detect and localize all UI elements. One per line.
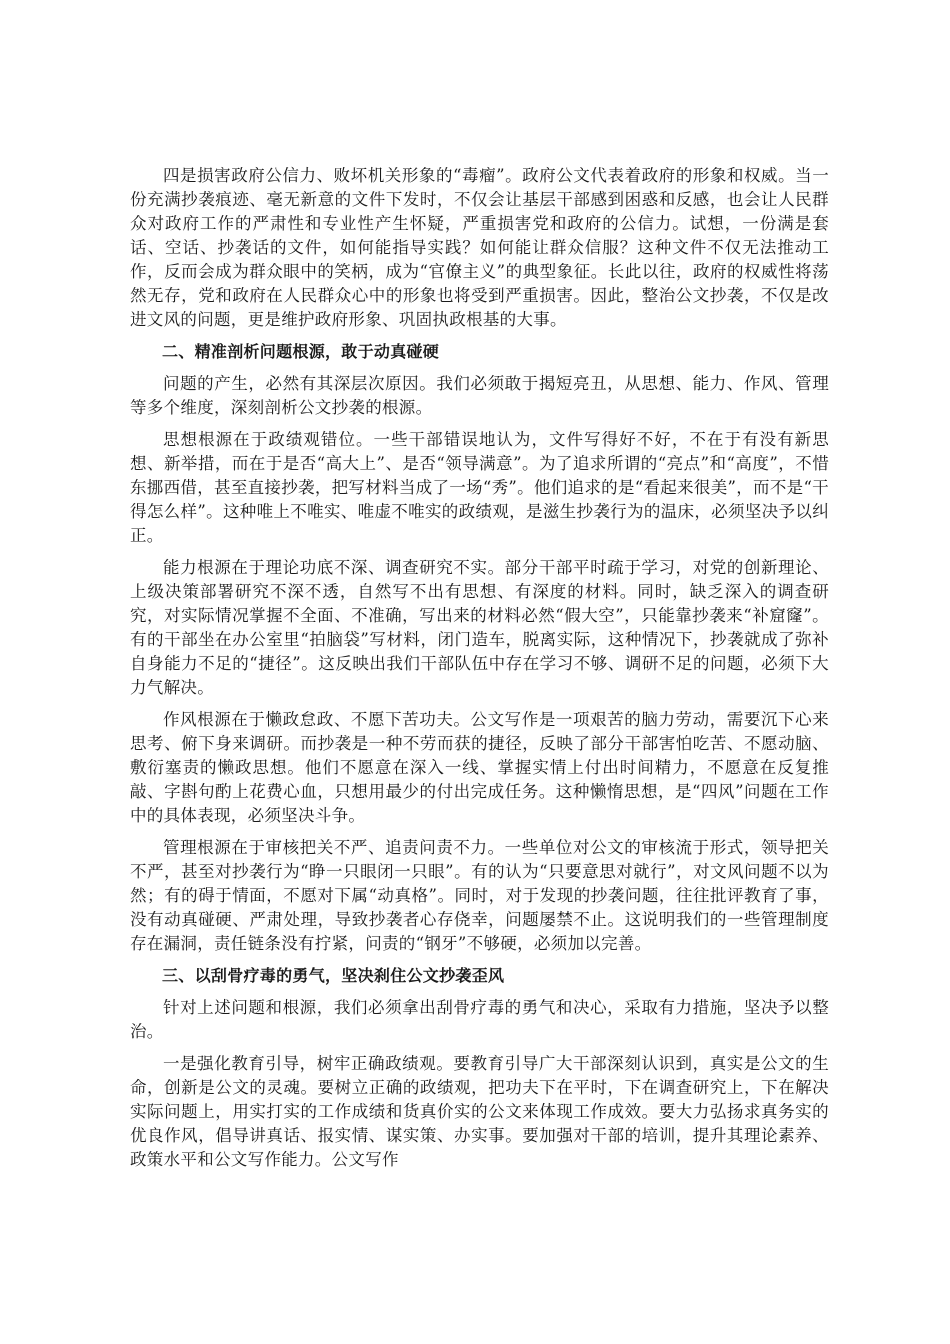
paragraph-education-guidance: 一是强化教育引导，树牢正确政绩观。要教育引导广大干部深刻认识到，真实是公文的生命，创新是公文的灵魂。要树立正确的政绩观，把功夫下在平时，下在调查研究上，下在解决实际问题上，用实打实的工作成绩和货真价实的公文来体现工作成效。要大力弘扬求真务实的优良作风，倡导讲真话、报实情、谋实策、办实事。要加强对干部的培训，提升其理论素养、政策水平和公文写作能力。公文写作 <box>130 1054 829 1169</box>
paragraph-management-root: 管理根源在于审核把关不严、追责问责不力。一些单位对公文的审核流于形式，领导把关不严，甚至对抄袭行为“睁一只眼闭一只眼”。有的认为“只要意思对就行”，对文风问题不以为然；有的碍于情面，不愿对下属“动真格”。同时，对于发现的抄袭问题，往往批评教育了事，没有动真碰硬、严肃处理，导致抄袭者心存侥幸，问题屡禁不止。这说明我们的一些管理制度存在漏洞，责任链条没有拧紧，问责的“钢牙”不够硬，必须加以完善。 <box>130 838 829 953</box>
section-heading-3: 三、以刮骨疗毒的勇气，坚决刹住公文抄袭歪风 <box>162 966 505 985</box>
paragraph-ideological-root: 思想根源在于政绩观错位。一些干部错误地认为，文件写得好不好，不在于有没有新思想、新举措，而在于是否“高大上”、是否“领导满意”。为了追求所谓的“亮点”和“高度”，不惜东挪西借，甚至直接抄袭，把写材料当成了一场“秀”。他们追求的是“看起来很美”，而不是“干得怎么样”。这种唯上不唯实、唯虚不唯实的政绩观，是滋生抄袭行为的温床，必须坚决予以纠正。 <box>130 430 829 545</box>
paragraph-damage-credibility: 四是损害政府公信力、败坏机关形象的“毒瘤”。政府公文代表着政府的形象和权威。当一份充满抄袭痕迹、毫无新意的文件下发时，不仅会让基层干部感到困惑和反感，也会让人民群众对政府工作的严肃性和专业性产生怀疑，严重损害党和政府的公信力。试想，一份满是套话、空话、抄袭话的文件，如何能指导实践？如何能让群众信服？这种文件不仅无法推动工作，反而会成为群众眼中的笑柄，成为“官僚主义”的典型象征。长此以往，政府的权威性将荡然无存，党和政府在人民群众心中的形象也将受到严重损害。因此，整治公文抄袭，不仅是改进文风的问题，更是维护政府形象、巩固执政根基的大事。 <box>130 166 829 329</box>
paragraph-style-root: 作风根源在于懒政怠政、不愿下苦功夫。公文写作是一项艰苦的脑力劳动，需要沉下心来思考、俯下身来调研。而抄袭是一种不劳而获的捷径，反映了部分干部害怕吃苦、不愿动脑、敷衍塞责的懒政思想。他们不愿意在深入一线、掌握实情上付出时间精力，不愿意在反复推敲、字斟句酌上花费心血，只想用最少的付出完成任务。这种懒惰思想，是“四风”问题在工作中的具体表现，必须坚决斗争。 <box>130 710 829 825</box>
section-heading-2: 二、精准剖析问题根源，敢于动真碰硬 <box>162 342 440 361</box>
document-body <box>130 164 829 1180</box>
paragraph-root-causes-intro: 问题的产生，必然有其深层次原因。我们必须敢于揭短亮丑，从思想、能力、作风、管理等多个维度，深刻剖析公文抄袭的根源。 <box>130 374 829 417</box>
paragraph-measures-intro: 针对上述问题和根源，我们必须拿出刮骨疗毒的勇气和决心，采取有力措施，坚决予以整治。 <box>130 998 829 1041</box>
paragraph-ability-root: 能力根源在于理论功底不深、调查研究不实。部分干部平时疏于学习，对党的创新理论、上级决策部署研究不深不透，自然写不出有思想、有深度的材料。同时，缺乏深入的调查研究，对实际情况掌握不全面、不准确，写出来的材料必然“假大空”，只能靠抄袭来“补窟窿”。有的干部坐在办公室里“拍脑袋”写材料，闭门造车，脱离实际，这种情况下，抄袭就成了弥补自身能力不足的“捷径”。这反映出我们干部队伍中存在学习不够、调研不足的问题，必须下大力气解决。 <box>130 558 829 697</box>
